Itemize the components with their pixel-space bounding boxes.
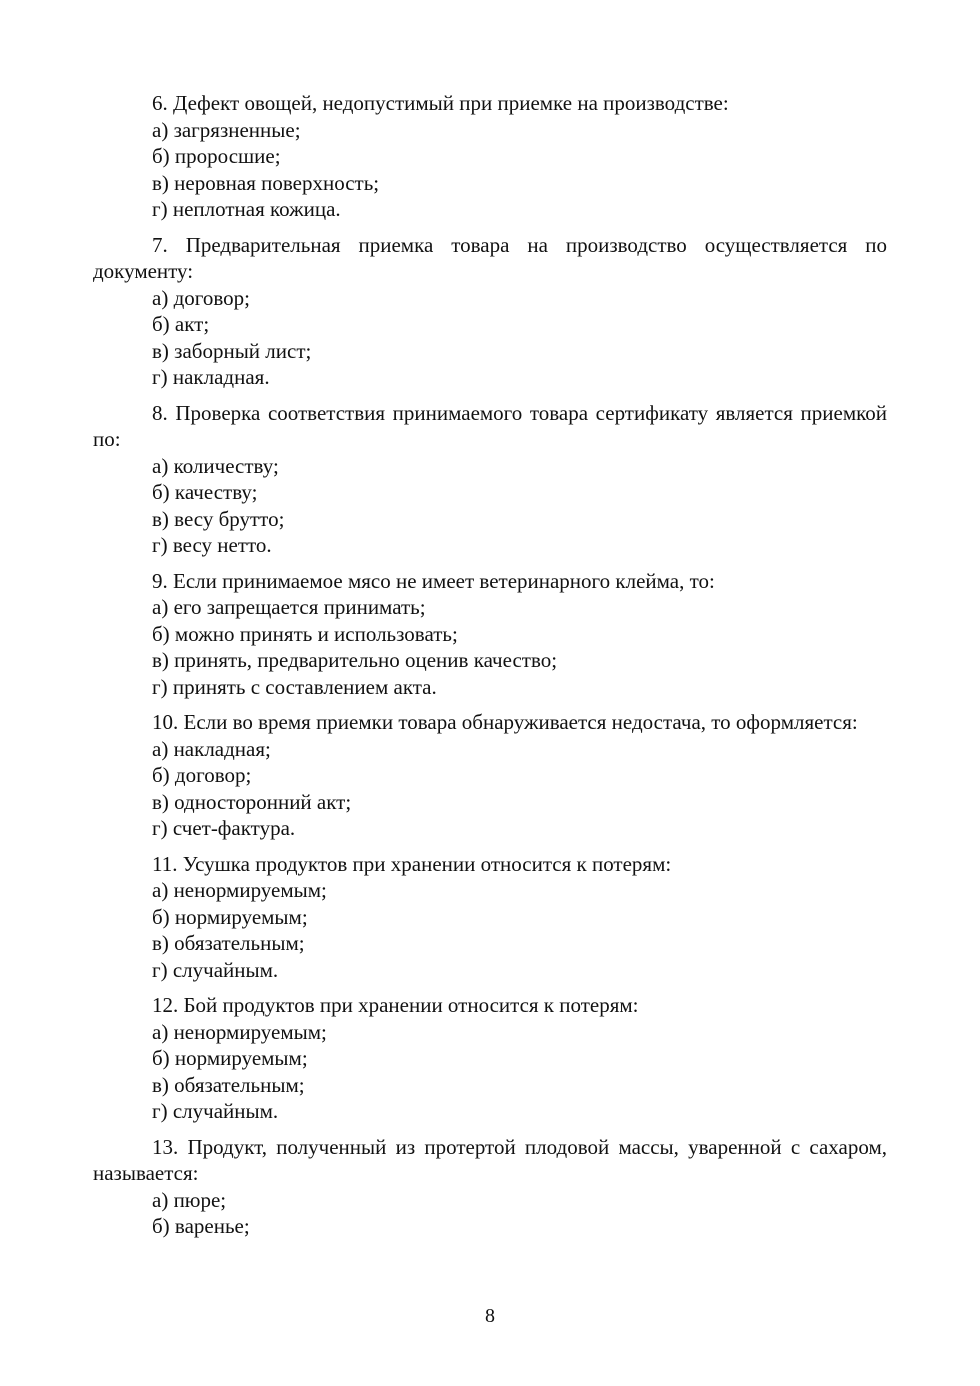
- answer-option: б) можно принять и использовать;: [152, 621, 458, 646]
- answer-option: г) неплотная кожица.: [152, 197, 341, 221]
- question-6: [93, 90, 887, 223]
- question-text: 9. Если принимаемое мясо не имеет ветеринарного клейма, то:: [152, 568, 715, 593]
- question-11: [93, 851, 887, 984]
- answer-option: б) нормируемым;: [152, 904, 308, 929]
- question-10: [93, 709, 887, 842]
- page-content: [93, 90, 887, 1249]
- answer-option: б) качеству;: [152, 480, 258, 504]
- answer-option: в) неровная поверхность;: [152, 170, 380, 195]
- answer-option: г) случайным.: [152, 957, 279, 982]
- answer-option: а) ненормируемым;: [152, 1019, 327, 1044]
- answer-option: а) ненормируемым;: [152, 878, 327, 902]
- answer-option: в) заборный лист;: [152, 338, 312, 363]
- question-text: 10. Если во время приемки товара обнаруживается недостача, то оформляется:: [152, 710, 858, 734]
- answer-option: а) пюре;: [152, 1187, 227, 1212]
- answer-option: а) договор;: [152, 285, 250, 310]
- answer-option: г) счет-фактура.: [152, 816, 296, 840]
- answer-option: в) обязательным;: [152, 931, 305, 955]
- answer-option: г) случайным.: [152, 1099, 279, 1123]
- answer-option: г) накладная.: [152, 365, 270, 389]
- question-8: [93, 400, 887, 559]
- answer-option: в) весу брутто;: [152, 506, 285, 531]
- answer-option: б) акт;: [152, 312, 210, 336]
- page-number: 8: [485, 1305, 495, 1327]
- question-text: 12. Бой продуктов при хранении относится к потерям:: [152, 993, 639, 1017]
- question-text: 8. Проверка соответствия принимаемого товара сертификату является приемкой по:: [93, 400, 887, 451]
- answer-option: б) нормируемым;: [152, 1046, 308, 1070]
- answer-option: а) количеству;: [152, 453, 279, 478]
- answer-option: а) его запрещается принимать;: [152, 595, 426, 619]
- question-text: 6. Дефект овощей, недопустимый при приемке на производстве:: [152, 91, 729, 115]
- answer-option: в) принять, предварительно оценив качество;: [152, 648, 558, 672]
- answer-option: б) варенье;: [152, 1214, 250, 1238]
- answer-option: в) односторонний акт;: [152, 789, 352, 814]
- answer-option: г) принять с составлением акта.: [152, 674, 437, 699]
- question-13: [93, 1134, 887, 1240]
- question-text: 13. Продукт, полученный из протертой плодовой массы, уваренной с сахаром, называется:: [93, 1134, 887, 1185]
- question-12: [93, 992, 887, 1125]
- answer-option: в) обязательным;: [152, 1072, 305, 1097]
- question-7: [93, 232, 887, 391]
- question-9: [93, 568, 887, 701]
- answer-option: б) проросшие;: [152, 144, 281, 168]
- answer-option: г) весу нетто.: [152, 533, 272, 557]
- question-text: 11. Усушка продуктов при хранении относится к потерям:: [152, 851, 672, 876]
- answer-option: а) накладная;: [152, 736, 271, 761]
- answer-option: а) загрязненные;: [152, 117, 301, 142]
- answer-option: б) договор;: [152, 763, 252, 787]
- question-text: 7. Предварительная приемка товара на производство осуществляется по документу:: [93, 232, 887, 283]
